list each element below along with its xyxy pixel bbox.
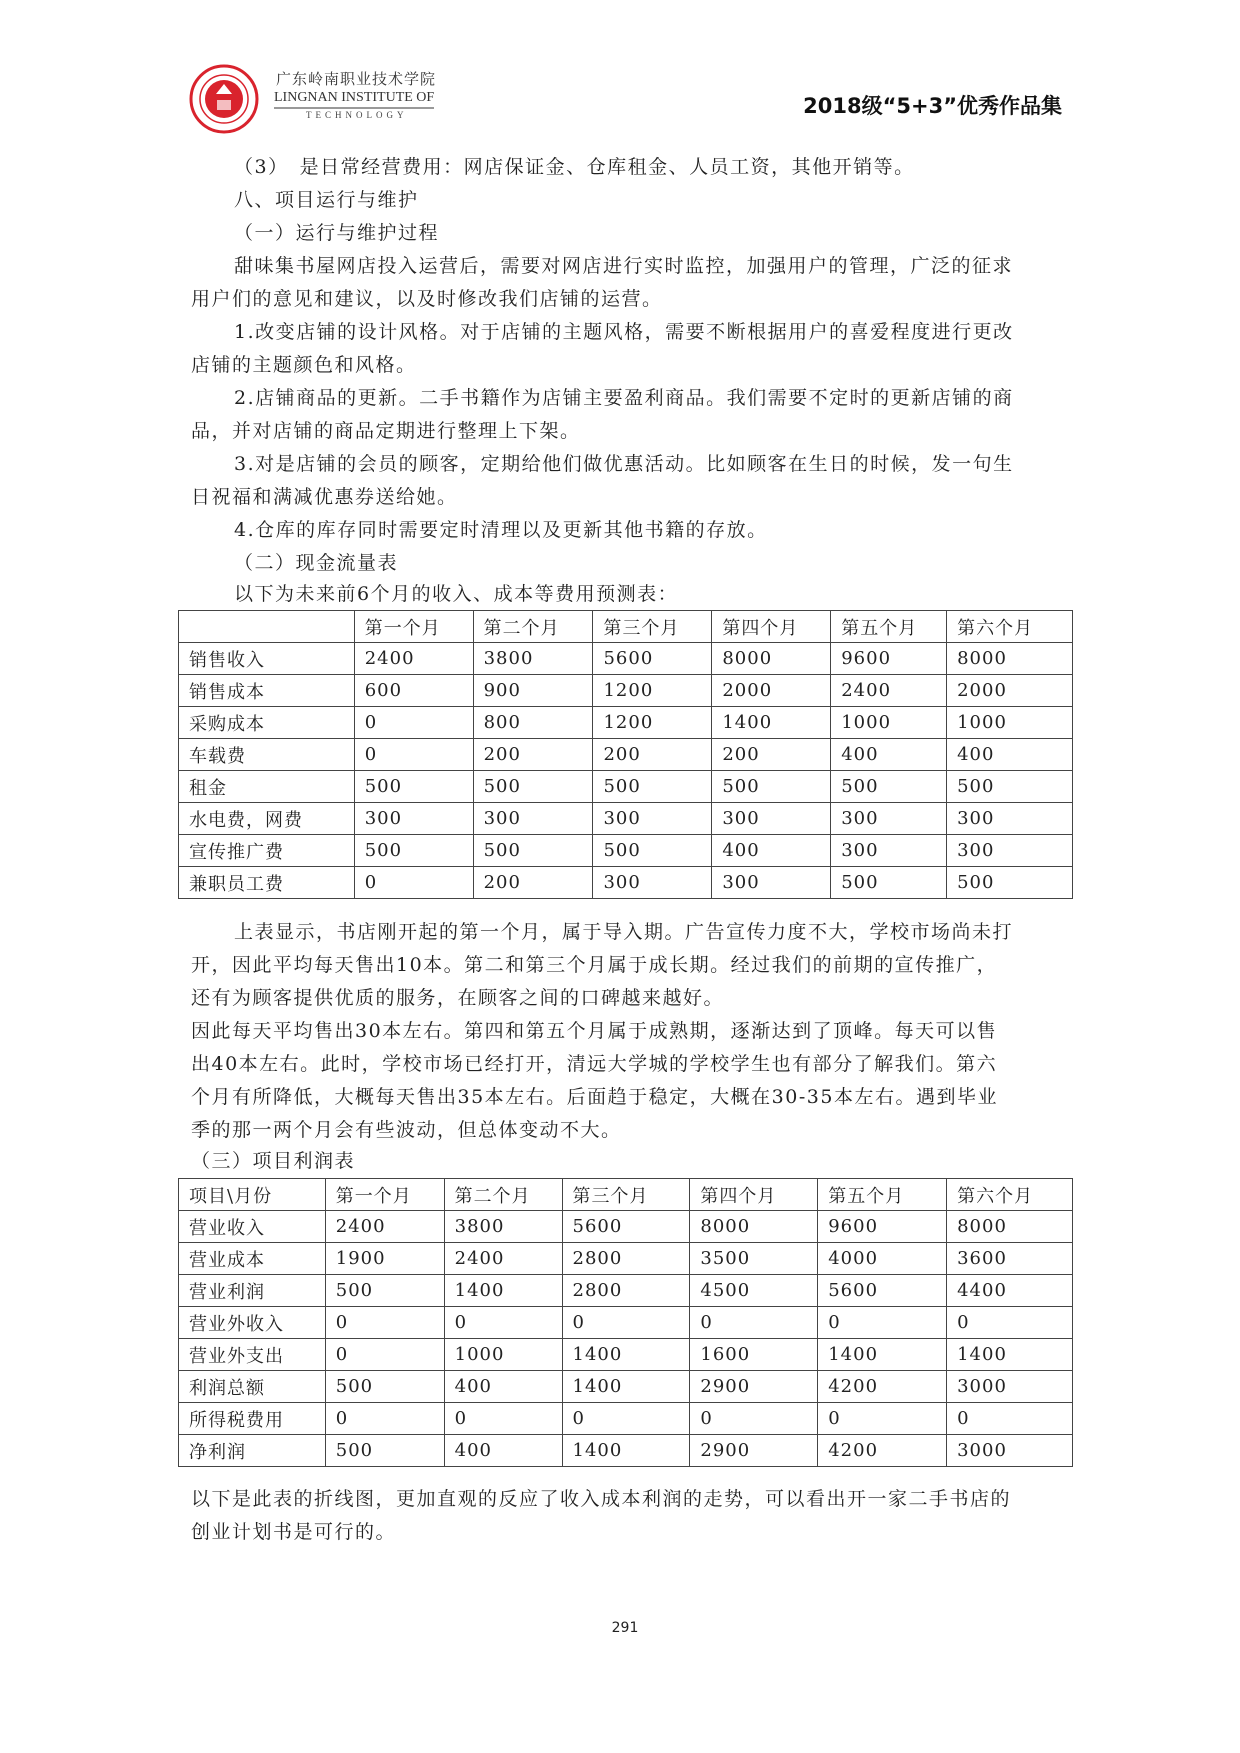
table-cell: 500 bbox=[473, 835, 593, 867]
table-row bbox=[179, 1307, 1073, 1339]
paragraph: 甜味集书屋网店投入运营后，需要对网店进行实时监控，加强用户的管理，广泛的征求 bbox=[234, 255, 1014, 277]
table-cell: 800 bbox=[473, 707, 593, 739]
table-cell: 第一个月 bbox=[325, 1179, 444, 1211]
table-cell: 400 bbox=[444, 1371, 562, 1403]
row-label-cell: 兼职员工费 bbox=[179, 867, 355, 899]
table-cell: 500 bbox=[325, 1371, 444, 1403]
table-cell: 200 bbox=[593, 739, 712, 771]
table-row bbox=[179, 803, 1073, 835]
table-row bbox=[179, 1435, 1073, 1467]
table-header-row bbox=[179, 611, 1073, 643]
table-cell: 0 bbox=[354, 707, 473, 739]
section-heading: 八、项目运行与维护 bbox=[234, 189, 419, 211]
table-cell: 500 bbox=[354, 771, 473, 803]
table-cell: 400 bbox=[712, 835, 831, 867]
table-cell: 2000 bbox=[712, 675, 831, 707]
table-cell: 1400 bbox=[562, 1435, 690, 1467]
table-row bbox=[179, 675, 1073, 707]
school-name-cn: 广东岭南职业技术学院 bbox=[276, 70, 437, 88]
table-cell: 3600 bbox=[947, 1243, 1073, 1275]
table-cell: 2800 bbox=[562, 1275, 690, 1307]
table-cell: 500 bbox=[593, 835, 712, 867]
table-row bbox=[179, 1211, 1073, 1243]
paragraph: 3.对是店铺的会员的顾客，定期给他们做优惠活动。比如顾客在生日的时候，发一句生 bbox=[234, 453, 1014, 475]
table-cell: 3000 bbox=[947, 1435, 1073, 1467]
paragraph: 用户们的意见和建议，以及时修改我们店铺的运营。 bbox=[191, 288, 663, 310]
paragraph: 创业计划书是可行的。 bbox=[191, 1521, 397, 1543]
row-label-cell: 销售收入 bbox=[179, 643, 355, 675]
table-cell: 1400 bbox=[818, 1339, 947, 1371]
table-row bbox=[179, 771, 1073, 803]
row-label-cell: 营业外收入 bbox=[179, 1307, 326, 1339]
table-cell: 1600 bbox=[690, 1339, 818, 1371]
table-cell: 0 bbox=[562, 1307, 690, 1339]
row-label-cell: 租金 bbox=[179, 771, 355, 803]
table-cell: 第六个月 bbox=[947, 611, 1073, 643]
row-label-cell: 采购成本 bbox=[179, 707, 355, 739]
paragraph: 以下是此表的折线图，更加直观的反应了收入成本利润的走势，可以看出开一家二手书店的 bbox=[191, 1488, 1012, 1510]
table-cell: 300 bbox=[831, 803, 947, 835]
table-cell: 1000 bbox=[947, 707, 1073, 739]
table-cell: 500 bbox=[354, 835, 473, 867]
row-label-cell: 营业利润 bbox=[179, 1275, 326, 1307]
table-cell: 2000 bbox=[947, 675, 1073, 707]
row-label-cell bbox=[179, 611, 355, 643]
table-cell: 1400 bbox=[562, 1371, 690, 1403]
paragraph: 品，并对店铺的商品定期进行整理上下架。 bbox=[191, 420, 581, 442]
paragraph-line: 个月有所降低，大概每天售出35本左右。后面趋于稳定，大概在30-35本左右。遇到毕业 bbox=[191, 1086, 998, 1108]
table-row bbox=[179, 707, 1073, 739]
table-cell: 0 bbox=[818, 1403, 947, 1435]
row-label-cell: 项目\月份 bbox=[179, 1179, 326, 1211]
paragraph: 1.改变店铺的设计风格。对于店铺的主题风格，需要不断根据用户的喜爱程度进行更改 bbox=[234, 321, 1014, 343]
table-cell: 0 bbox=[562, 1403, 690, 1435]
table-cell: 2400 bbox=[444, 1243, 562, 1275]
profit-table bbox=[178, 1178, 1073, 1467]
table-cell: 500 bbox=[947, 867, 1073, 899]
table-cell: 200 bbox=[712, 739, 831, 771]
table-cell: 300 bbox=[947, 835, 1073, 867]
table-cell: 8000 bbox=[712, 643, 831, 675]
table-cell: 1400 bbox=[562, 1339, 690, 1371]
table-cell: 8000 bbox=[947, 643, 1073, 675]
row-label-cell: 利润总额 bbox=[179, 1371, 326, 1403]
table-cell: 第一个月 bbox=[354, 611, 473, 643]
table-cell: 4500 bbox=[690, 1275, 818, 1307]
table-cell: 第二个月 bbox=[473, 611, 593, 643]
row-label-cell: 销售成本 bbox=[179, 675, 355, 707]
table-row bbox=[179, 1339, 1073, 1371]
table-cell: 3800 bbox=[473, 643, 593, 675]
table-cell: 0 bbox=[690, 1307, 818, 1339]
table-cell: 第二个月 bbox=[444, 1179, 562, 1211]
table-cell: 600 bbox=[354, 675, 473, 707]
row-label-cell: 车载费 bbox=[179, 739, 355, 771]
school-logo bbox=[189, 64, 259, 134]
table-cell: 200 bbox=[473, 867, 593, 899]
paragraph: 日祝福和满减优惠券送给她。 bbox=[191, 486, 458, 508]
table-cell: 8000 bbox=[947, 1211, 1073, 1243]
table-cell: 第六个月 bbox=[947, 1179, 1073, 1211]
table-cell: 300 bbox=[831, 835, 947, 867]
table-cell: 300 bbox=[712, 803, 831, 835]
table-cell: 300 bbox=[593, 803, 712, 835]
table-cell: 4200 bbox=[818, 1371, 947, 1403]
table-cell: 0 bbox=[325, 1307, 444, 1339]
paragraph: 2.店铺商品的更新。二手书籍作为店铺主要盈利商品。我们需要不定时的更新店铺的商 bbox=[234, 387, 1014, 409]
paragraph-line: 出40本左右。此时，学校市场已经打开，清远大学城的学校学生也有部分了解我们。第六 bbox=[191, 1053, 998, 1075]
table-cell: 1400 bbox=[712, 707, 831, 739]
table-cell: 2800 bbox=[562, 1243, 690, 1275]
table-cell: 0 bbox=[444, 1403, 562, 1435]
table-row bbox=[179, 739, 1073, 771]
table-cell: 0 bbox=[947, 1307, 1073, 1339]
row-label-cell: 净利润 bbox=[179, 1435, 326, 1467]
table-cell: 500 bbox=[831, 771, 947, 803]
table-cell: 2400 bbox=[325, 1211, 444, 1243]
table-cell: 2400 bbox=[354, 643, 473, 675]
table-cell: 第四个月 bbox=[712, 611, 831, 643]
table-cell: 0 bbox=[325, 1339, 444, 1371]
table-cell: 1000 bbox=[831, 707, 947, 739]
table-cell: 1200 bbox=[593, 707, 712, 739]
table-cell: 0 bbox=[354, 867, 473, 899]
row-label-cell: 水电费，网费 bbox=[179, 803, 355, 835]
table-cell: 第四个月 bbox=[690, 1179, 818, 1211]
table-row bbox=[179, 1371, 1073, 1403]
table-cell: 0 bbox=[690, 1403, 818, 1435]
table-cell: 300 bbox=[947, 803, 1073, 835]
table-cell: 500 bbox=[593, 771, 712, 803]
row-label-cell: 营业收入 bbox=[179, 1211, 326, 1243]
table-cell: 4000 bbox=[818, 1243, 947, 1275]
paragraph: 4.仓库的库存同时需要定时清理以及更新其他书籍的存放。 bbox=[234, 519, 768, 541]
table-cell: 500 bbox=[473, 771, 593, 803]
table-cell: 5600 bbox=[593, 643, 712, 675]
table-cell: 第三个月 bbox=[562, 1179, 690, 1211]
paragraph-line: 开，因此平均每天售出10本。第二和第三个月属于成长期。经过我们的前期的宣传推广， bbox=[191, 954, 998, 976]
subsection-heading: （一）运行与维护过程 bbox=[234, 222, 440, 244]
table-cell: 500 bbox=[712, 771, 831, 803]
table-row bbox=[179, 867, 1073, 899]
table-cell: 4400 bbox=[947, 1275, 1073, 1307]
table-cell: 0 bbox=[947, 1403, 1073, 1435]
table-cell: 200 bbox=[473, 739, 593, 771]
table-cell: 4200 bbox=[818, 1435, 947, 1467]
table-row bbox=[179, 1275, 1073, 1307]
page-number: 291 bbox=[611, 1620, 639, 1636]
paragraph-line: 上表显示，书店刚开起的第一个月，属于导入期。广告宣传力度不大，学校市场尚未打 bbox=[234, 921, 1014, 943]
paragraph: 以下为未来前6个月的收入、成本等费用预测表： bbox=[234, 583, 679, 605]
table-cell: 第三个月 bbox=[593, 611, 712, 643]
table-cell: 900 bbox=[473, 675, 593, 707]
table-cell: 500 bbox=[325, 1275, 444, 1307]
table-cell: 500 bbox=[325, 1435, 444, 1467]
table-row bbox=[179, 1403, 1073, 1435]
table-cell: 5600 bbox=[562, 1211, 690, 1243]
table-cell: 300 bbox=[473, 803, 593, 835]
table-cell: 500 bbox=[831, 867, 947, 899]
cash-flow-table bbox=[178, 610, 1073, 899]
table-cell: 第五个月 bbox=[831, 611, 947, 643]
table-row bbox=[179, 835, 1073, 867]
table-cell: 8000 bbox=[690, 1211, 818, 1243]
table-cell: 0 bbox=[325, 1403, 444, 1435]
table-cell: 1400 bbox=[444, 1275, 562, 1307]
table-cell: 2400 bbox=[831, 675, 947, 707]
table-cell: 0 bbox=[444, 1307, 562, 1339]
table-cell: 0 bbox=[818, 1307, 947, 1339]
table-cell: 0 bbox=[354, 739, 473, 771]
paragraph-line: 还有为顾客提供优质的服务，在顾客之间的口碑越来越好。 bbox=[191, 987, 725, 1009]
subsection-heading: （二）现金流量表 bbox=[234, 552, 399, 574]
row-label-cell: 所得税费用 bbox=[179, 1403, 326, 1435]
table-header-row bbox=[179, 1179, 1073, 1211]
row-label-cell: 营业成本 bbox=[179, 1243, 326, 1275]
table-cell: 400 bbox=[444, 1435, 562, 1467]
paragraph: （3） 是日常经营费用：网店保证金、仓库租金、人员工资，其他开销等。 bbox=[234, 156, 915, 178]
table-cell: 第五个月 bbox=[818, 1179, 947, 1211]
school-name-en: LINGNAN INSTITUTE OF bbox=[274, 90, 434, 109]
table-cell: 2900 bbox=[690, 1435, 818, 1467]
paragraph: 店铺的主题颜色和风格。 bbox=[191, 354, 417, 376]
table-cell: 5600 bbox=[818, 1275, 947, 1307]
header-title: 2018级“5+3”优秀作品集 bbox=[803, 94, 1062, 118]
school-name-en-2: TECHNOLOGY bbox=[306, 110, 408, 120]
subsection-heading: （三）项目利润表 bbox=[191, 1150, 356, 1172]
table-cell: 400 bbox=[831, 739, 947, 771]
table-cell: 3500 bbox=[690, 1243, 818, 1275]
table-row bbox=[179, 1243, 1073, 1275]
paragraph-line: 因此每天平均售出30本左右。第四和第五个月属于成熟期，逐渐达到了顶峰。每天可以售 bbox=[191, 1020, 998, 1042]
table-cell: 300 bbox=[354, 803, 473, 835]
table-cell: 300 bbox=[593, 867, 712, 899]
table-cell: 9600 bbox=[818, 1211, 947, 1243]
table-cell: 3800 bbox=[444, 1211, 562, 1243]
table-cell: 2900 bbox=[690, 1371, 818, 1403]
table-cell: 400 bbox=[947, 739, 1073, 771]
table-cell: 3000 bbox=[947, 1371, 1073, 1403]
table-row bbox=[179, 643, 1073, 675]
table-cell: 1900 bbox=[325, 1243, 444, 1275]
table-cell: 1400 bbox=[947, 1339, 1073, 1371]
table-cell: 1200 bbox=[593, 675, 712, 707]
table-cell: 1000 bbox=[444, 1339, 562, 1371]
paragraph-line: 季的那一两个月会有些波动，但总体变动不大。 bbox=[191, 1119, 622, 1141]
table-cell: 500 bbox=[947, 771, 1073, 803]
row-label-cell: 营业外支出 bbox=[179, 1339, 326, 1371]
row-label-cell: 宣传推广费 bbox=[179, 835, 355, 867]
table-cell: 9600 bbox=[831, 643, 947, 675]
table-cell: 300 bbox=[712, 867, 831, 899]
